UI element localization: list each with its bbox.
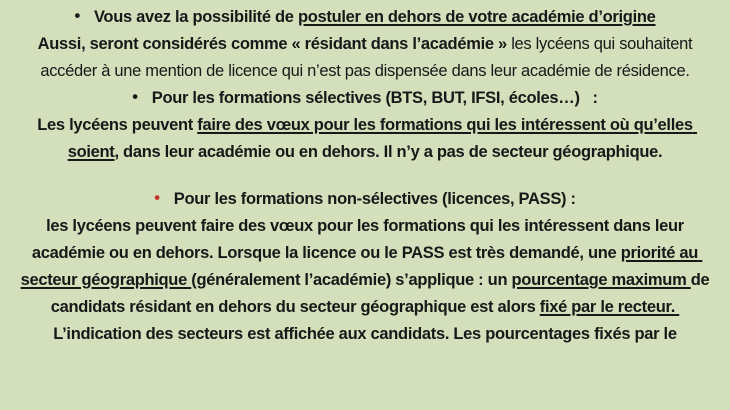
- text-run: priorité au secteur géographique: [20, 244, 703, 289]
- bullet-postuler-hors-academie: [12, 4, 718, 31]
- text-run: pourcentage maximum: [511, 271, 691, 289]
- text-run: faire des vœux pour les formations qui les intéressent où qu’elles soient: [67, 116, 698, 161]
- paragraph-residant-academie: [12, 31, 718, 85]
- text-run: les lycéens qui souhaitent accéder à une mention de licence qui n’est pas dispensée dans leur académie de résidence.: [40, 35, 697, 80]
- bullet-formations-non-selectives: [12, 186, 718, 213]
- text-run: Aussi, seront considérés comme « résidant dans l’académie »: [37, 35, 512, 53]
- bullet-icon: •: [154, 189, 160, 207]
- text-run: les lycéens peuvent faire des vœux pour les formations qui les intéressent dans leur académie ou en dehors. Lorsque la licence ou le PASS est très demandé, une: [31, 217, 689, 262]
- text-run: Les lycéens peuvent: [37, 116, 198, 134]
- text-run: (généralement l’académie) s’applique : un: [191, 271, 512, 289]
- text-run: de candidats résidant en dehors du secteur géographique est alors: [50, 271, 714, 316]
- bullet-formations-selectives: [12, 85, 718, 112]
- section-gap: [12, 166, 718, 186]
- text-run: , dans leur académie ou en dehors. Il n’y a pas de secteur géographique.: [114, 143, 663, 161]
- text-run: Pour les formations non-sélectives (licences, PASS) :: [173, 190, 576, 208]
- text-run: fixé par le recteur.: [539, 298, 680, 316]
- text-run: L’indication des secteurs est affichée aux candidats. Les pourcentages fixés par le: [53, 325, 677, 343]
- paragraph-formations-non-selectives: [12, 213, 718, 321]
- text-run: Vous avez la possibilité de: [93, 8, 298, 26]
- bullet-icon: •: [132, 88, 138, 106]
- paragraph-formations-selectives: [12, 112, 718, 166]
- text-run: postuler en dehors de votre académie d’origine: [297, 8, 656, 26]
- slide-content: [12, 4, 718, 348]
- paragraph-indication-secteurs-clipped: [12, 321, 718, 348]
- bullet-icon: •: [74, 7, 80, 25]
- text-run: Pour les formations sélectives (BTS, BUT, IFSI, écoles…) :: [151, 89, 598, 107]
